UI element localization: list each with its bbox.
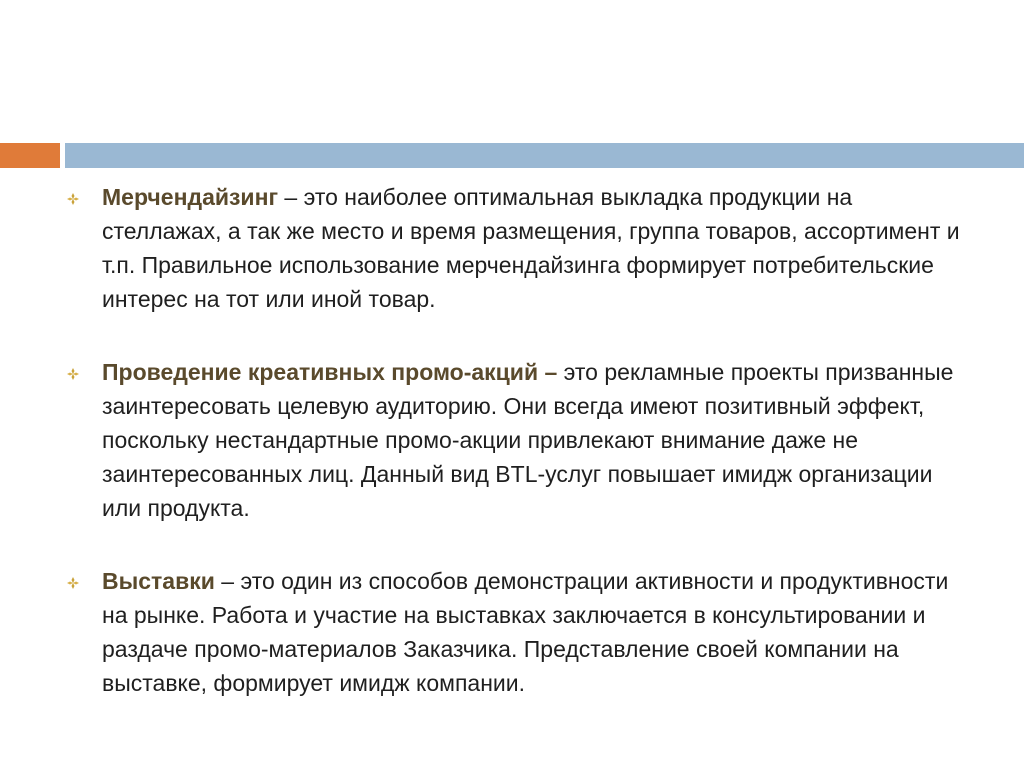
bullet-term: Проведение креативных промо-акций –	[102, 359, 558, 385]
header-accent-orange	[0, 143, 60, 168]
bullet-item-exhibitions	[65, 564, 965, 700]
diamond-flower-icon	[67, 368, 79, 380]
slide-body	[65, 180, 965, 700]
bullet-text: – это наиболее оптимальная выкладка продукции на стеллажах, а так же место и время размещения, группа товаров, ассортимент и т.п. Правильное использование мерчендайзинга формирует потребительские интерес на тот или иной товар.	[102, 184, 960, 312]
bullet-text: – это один из способов демонстрации активности и продуктивности на рынке. Работа и участие на выставках заключается в консультировании и раздаче промо-материалов Заказчика. Представление своей компании на выставке, формирует имидж компании.	[102, 568, 949, 696]
bullet-term: Выставки	[102, 568, 215, 594]
bullet-text: это рекламные проекты призванные заинтересовать целевую аудиторию. Они всегда имеют позитивный эффект, поскольку нестандартные промо-акции привлекают внимание даже не заинтересованных лиц. Данный вид BTL-услуг повышает имидж организации или продукта.	[102, 359, 954, 521]
diamond-flower-icon	[67, 193, 79, 205]
diamond-flower-icon	[67, 577, 79, 589]
header-accent-blue	[65, 143, 1024, 168]
bullet-item-promo	[65, 355, 965, 525]
bullet-term: Мерчендайзинг	[102, 184, 279, 210]
bullet-item-merchandising	[65, 180, 965, 316]
